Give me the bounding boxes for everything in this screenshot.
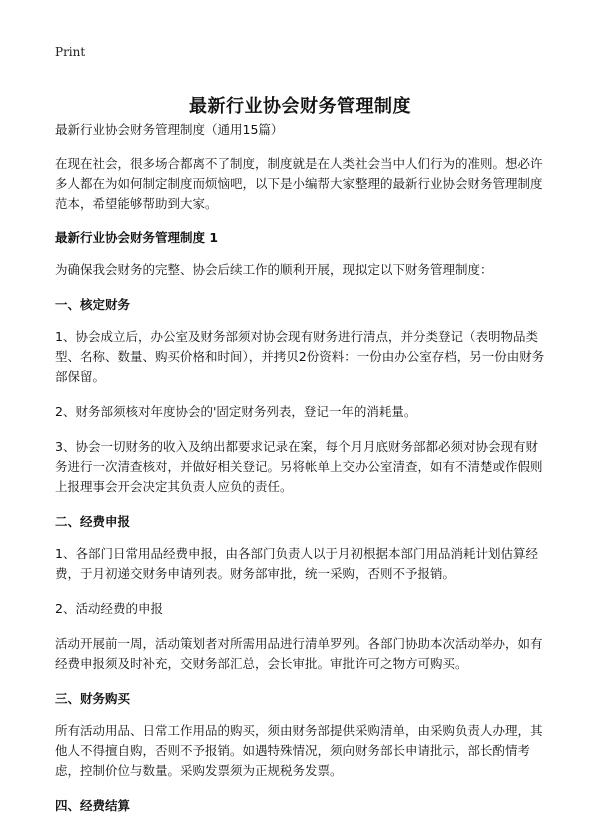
print-link[interactable]: Print xyxy=(55,45,86,59)
section-heading: 三、财务购买 xyxy=(55,691,131,706)
intro-paragraph: 在现在社会，很多场合都离不了制度，制度就是在人类社会当中人们行为的准则。想必许多人都在为如何制定制度而烦恼吧，以下是小编帮大家整理的最新行业协会财务管理制度范本，希望能够帮助到大家。 xyxy=(55,156,543,211)
section-heading: 二、经费申报 xyxy=(55,514,131,529)
paragraph: 3、协会一切财务的收入及纳出都要求记录在案，每个月月底财务部都必须对协会现有财务进行一次清查核对，并做好相关登记。另将帐单上交办公室清查，如有不清楚或作假则上报理事会开会决定其负责人应负的责任。 xyxy=(55,439,543,494)
paragraph: 活动开展前一周，活动策划者对所需用品进行清单罗列。各部门协助本次活动举办，如有经费申报须及时补充，交财务部汇总，会长审批。审批许可之物方可购买。 xyxy=(55,636,543,671)
document-title: 最新行业协会财务管理制度 xyxy=(189,96,411,118)
article-heading: 最新行业协会财务管理制度 1 xyxy=(55,230,219,245)
paragraph: 2、财务部须核对年度协会的'固定财务列表，登记一年的消耗量。 xyxy=(55,404,417,419)
document-body xyxy=(55,120,545,828)
paragraph: 所有活动用品、日常工作用品的购买，须由财务部提供采购清单，由采购负责人办理，其他人不得擅自购，否则不予报销。如遇特殊情况，须向财务部长申请批示，部长酌情考虑，控制价位与数量。采购发票须为正规税务发票。 xyxy=(55,723,543,778)
paragraph: 2、活动经费的申报 xyxy=(55,601,163,616)
paragraph: 1、协会成立后，办公室及财务部须对协会现有财务进行清点，并分类登记（表明物品类型、名称、数量、购买价格和时间），并拷贝2份资料：一份由办公室存档，另一份由财务部保留。 xyxy=(55,329,545,384)
article-intro: 为确保我会财务的完整、协会后续工作的顺利开展，现拟定以下财务管理制度： xyxy=(55,262,493,277)
document-subtitle: 最新行业协会财务管理制度（通用15篇） xyxy=(55,122,284,137)
section-heading: 一、核定财务 xyxy=(55,297,131,312)
section-heading: 四、经费结算 xyxy=(55,798,131,813)
paragraph: 1、各部门日常用品经费申报，由各部门负责人以于月初根据本部门用品消耗计划估算经费，于月初递交财务申请列表。财务部审批，统一采购，否则不予报销。 xyxy=(55,546,538,581)
